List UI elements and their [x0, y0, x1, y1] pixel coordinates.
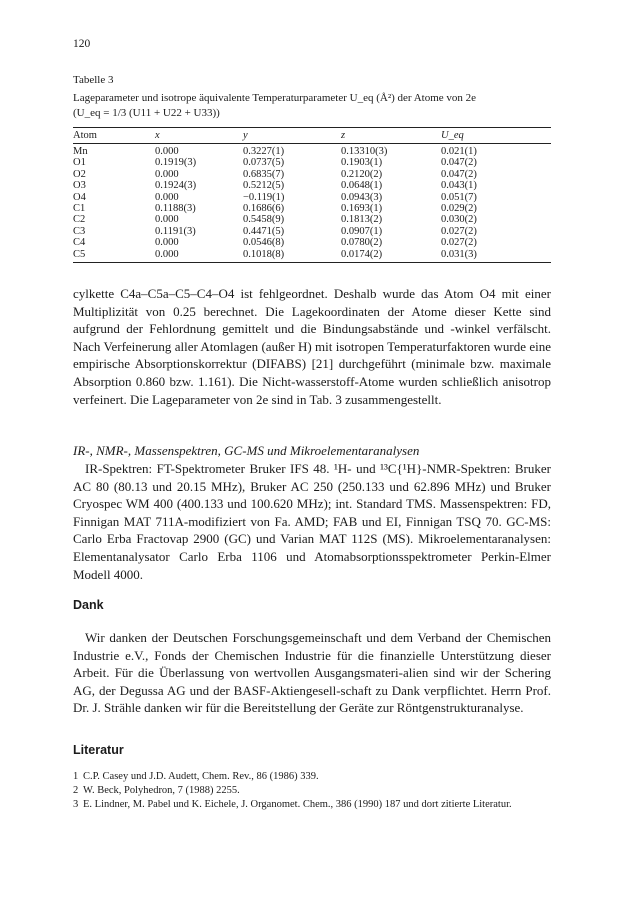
- cell-z: 0.0648(1): [341, 180, 383, 192]
- cell-x: 0.000: [155, 168, 179, 180]
- table-row: [73, 144, 551, 158]
- cell-x: 0.000: [155, 191, 179, 203]
- section-heading-literatur: Literatur: [73, 743, 124, 757]
- cell-z: 0.0943(3): [341, 191, 383, 203]
- cell-ueq: 0.021(1): [441, 146, 477, 157]
- cell-y: 0.1686(6): [243, 202, 285, 214]
- reference-number: 1: [73, 771, 79, 782]
- reference-item: [73, 784, 551, 798]
- cell-atom: O3: [73, 180, 86, 192]
- cell-ueq: 0.031(3): [441, 249, 551, 263]
- paragraph-2: IR-Spektren: FT-Spektrometer Bruker IFS 48. ¹H- und ¹³C{¹H}-NMR-Spektren: Bruker AC 80 (80.13 und 20.15 MHz), Bruker AC 250 (250.133 und 62.896 MHz) und Bruker Cryospec WM 400 (400.133 und 100.620 MHz); int. Standard TMS. Massenspektren: FD, Finnigan MAT 711A-modifiziert von Fa. AMD; FAB und EI, Finnigan TSQ 70. GC-MS: Carlo Erba Fractovap 2900 (GC) und Varian MAT 112S (MS). Mikroelementaranalysen: Elementanalysator Carlo Erba 1106 und Atomabsorptionsspektrometer Perkin-Elmer Modell 4000.: [73, 461, 551, 582]
- cell-atom: C4: [73, 237, 86, 249]
- header-ueq: U_eq: [441, 130, 464, 141]
- cell-x: 0.000: [155, 237, 179, 249]
- reference-number: 3: [73, 799, 79, 810]
- reference-list: [73, 770, 551, 812]
- cell-atom: C5: [73, 249, 155, 263]
- table-description-line2: (U_eq = 1/3 (U11 + U22 + U33)): [73, 107, 220, 119]
- cell-y: 0.0737(5): [243, 157, 285, 169]
- cell-z: 0.2120(2): [341, 168, 383, 180]
- section-heading-dank: Dank: [73, 598, 104, 612]
- cell-z: 0.0907(1): [341, 225, 383, 237]
- cell-x: 0.1188(3): [155, 202, 196, 214]
- atom-parameter-table: [73, 127, 551, 263]
- cell-z: 0.13310(3): [341, 146, 388, 157]
- cell-atom: C2: [73, 214, 86, 226]
- cell-x: 0.1919(3): [155, 157, 197, 169]
- cell-y: −0.119(1): [243, 191, 285, 203]
- table-row: [73, 180, 551, 191]
- cell-y: 0.0546(8): [243, 237, 285, 249]
- table-description: [73, 91, 551, 121]
- header-atom: Atom: [73, 130, 97, 141]
- table-caption: Tabelle 3: [73, 74, 114, 86]
- cell-x: 0.1191(3): [155, 225, 196, 237]
- paragraph-3: Wir danken der Deutschen Forschungsgemeinschaft und dem Verband der Chemischen Industrie e.V., Fonds der Chemischen Industrie für die finanzielle Unterstützung dieser Arbeit. Für die Überlassung von wertvollen Ausgangsmateri-alien sind wir der Schering AG, der Degussa AG und der BASF-Aktiengesell-schaft zu Dank verpflichtet. Herrn Prof. Dr. J. Strähle danken wir für die Bereitstellung der Geräte zur Röntgenstrukturanalyse.: [73, 630, 551, 716]
- cell-ueq: 0.027(2): [441, 237, 477, 249]
- cell-ueq: 0.051(7): [441, 191, 477, 203]
- cell-y: 0.4471(5): [243, 225, 285, 237]
- cell-atom: O2: [73, 168, 86, 180]
- reference-item: [73, 770, 551, 784]
- section-heading-spectra: IR-, NMR-, Massenspektren, GC-MS und Mikroelementaranalysen: [73, 443, 420, 458]
- table-description-line1: Lageparameter und isotrope äquivalente Temperaturparameter U_eq (Å²) der Atome von 2e: [73, 92, 477, 104]
- cell-y: 0.1018(8): [243, 249, 341, 263]
- header-x: x: [155, 130, 160, 141]
- reference-number: 2: [73, 785, 79, 796]
- cell-ueq: 0.029(2): [441, 202, 477, 214]
- cell-atom: C3: [73, 225, 86, 237]
- reference-text: C.P. Casey und J.D. Audett, Chem. Rev., 86 (1986) 339.: [83, 771, 319, 782]
- reference-text: E. Lindner, M. Pabel und K. Eichele, J. Organomet. Chem., 386 (1990) 187 und dort zitierte Literatur.: [83, 799, 512, 810]
- paragraph-1: cylkette C4a–C5a–C5–C4–O4 ist fehlgeordnet. Deshalb wurde das Atom O4 mit einer Multiplizität von 0.25 berechnet. Die Lagekoordinaten der Atome dieser Kette sind aufgrund der Fehlordnung gemittelt und die Bindungsabstände und -winkel verfälscht. Nach Verfeinerung aller Atomlagen (außer H) mit isotropen Temperaturfaktoren wurde eine empirische Absorptionskorrektur (DIFABS) [21] durchgeführt (minimale bzw. maximale Absorption 0.860 bzw. 1.161). Die Nicht-wasserstoff-Atome wurden schließlich anisotrop verfeinert. Die Lageparameter von 2e sind in Tab. 3 zusammengestellt.: [73, 286, 551, 407]
- header-z: z: [341, 130, 346, 141]
- table-row: [73, 214, 551, 225]
- page-number: 120: [73, 38, 91, 50]
- cell-x: 0.000: [155, 214, 179, 226]
- table-row: [73, 237, 551, 248]
- cell-ueq: 0.027(2): [441, 225, 477, 237]
- cell-atom: O1: [73, 157, 86, 169]
- table-row: [73, 192, 551, 203]
- cell-atom: O4: [73, 191, 86, 203]
- reference-item: [73, 798, 551, 812]
- header-y: y: [243, 130, 248, 141]
- cell-y: 0.6835(7): [243, 168, 285, 180]
- cell-x: 0.000: [155, 146, 179, 157]
- cell-y: 0.5458(9): [243, 214, 285, 226]
- table-row: [73, 249, 551, 263]
- cell-x: 0.000: [155, 249, 243, 263]
- paragraph-acknowledgement: [73, 629, 551, 717]
- table-row: [73, 157, 551, 168]
- cell-z: 0.0174(2): [341, 249, 441, 263]
- cell-y: 0.3227(1): [243, 146, 285, 157]
- cell-x: 0.1924(3): [155, 180, 197, 192]
- cell-ueq: 0.047(2): [441, 168, 477, 180]
- cell-z: 0.1903(1): [341, 157, 383, 169]
- cell-ueq: 0.043(1): [441, 180, 477, 192]
- cell-y: 0.5212(5): [243, 180, 285, 192]
- table-row: [73, 169, 551, 180]
- reference-text: W. Beck, Polyhedron, 7 (1988) 2255.: [83, 785, 240, 796]
- cell-ueq: 0.047(2): [441, 157, 477, 169]
- table-header-row: [73, 128, 551, 144]
- paragraph-instruments: [73, 460, 551, 583]
- cell-ueq: 0.030(2): [441, 214, 477, 226]
- cell-z: 0.0780(2): [341, 237, 383, 249]
- cell-atom: C1: [73, 202, 86, 214]
- table-row: [73, 203, 551, 214]
- cell-z: 0.1813(2): [341, 214, 383, 226]
- cell-z: 0.1693(1): [341, 202, 383, 214]
- paragraph-structure: [73, 285, 551, 408]
- cell-atom: Mn: [73, 146, 88, 157]
- table-body: [73, 144, 551, 263]
- table-row: [73, 226, 551, 237]
